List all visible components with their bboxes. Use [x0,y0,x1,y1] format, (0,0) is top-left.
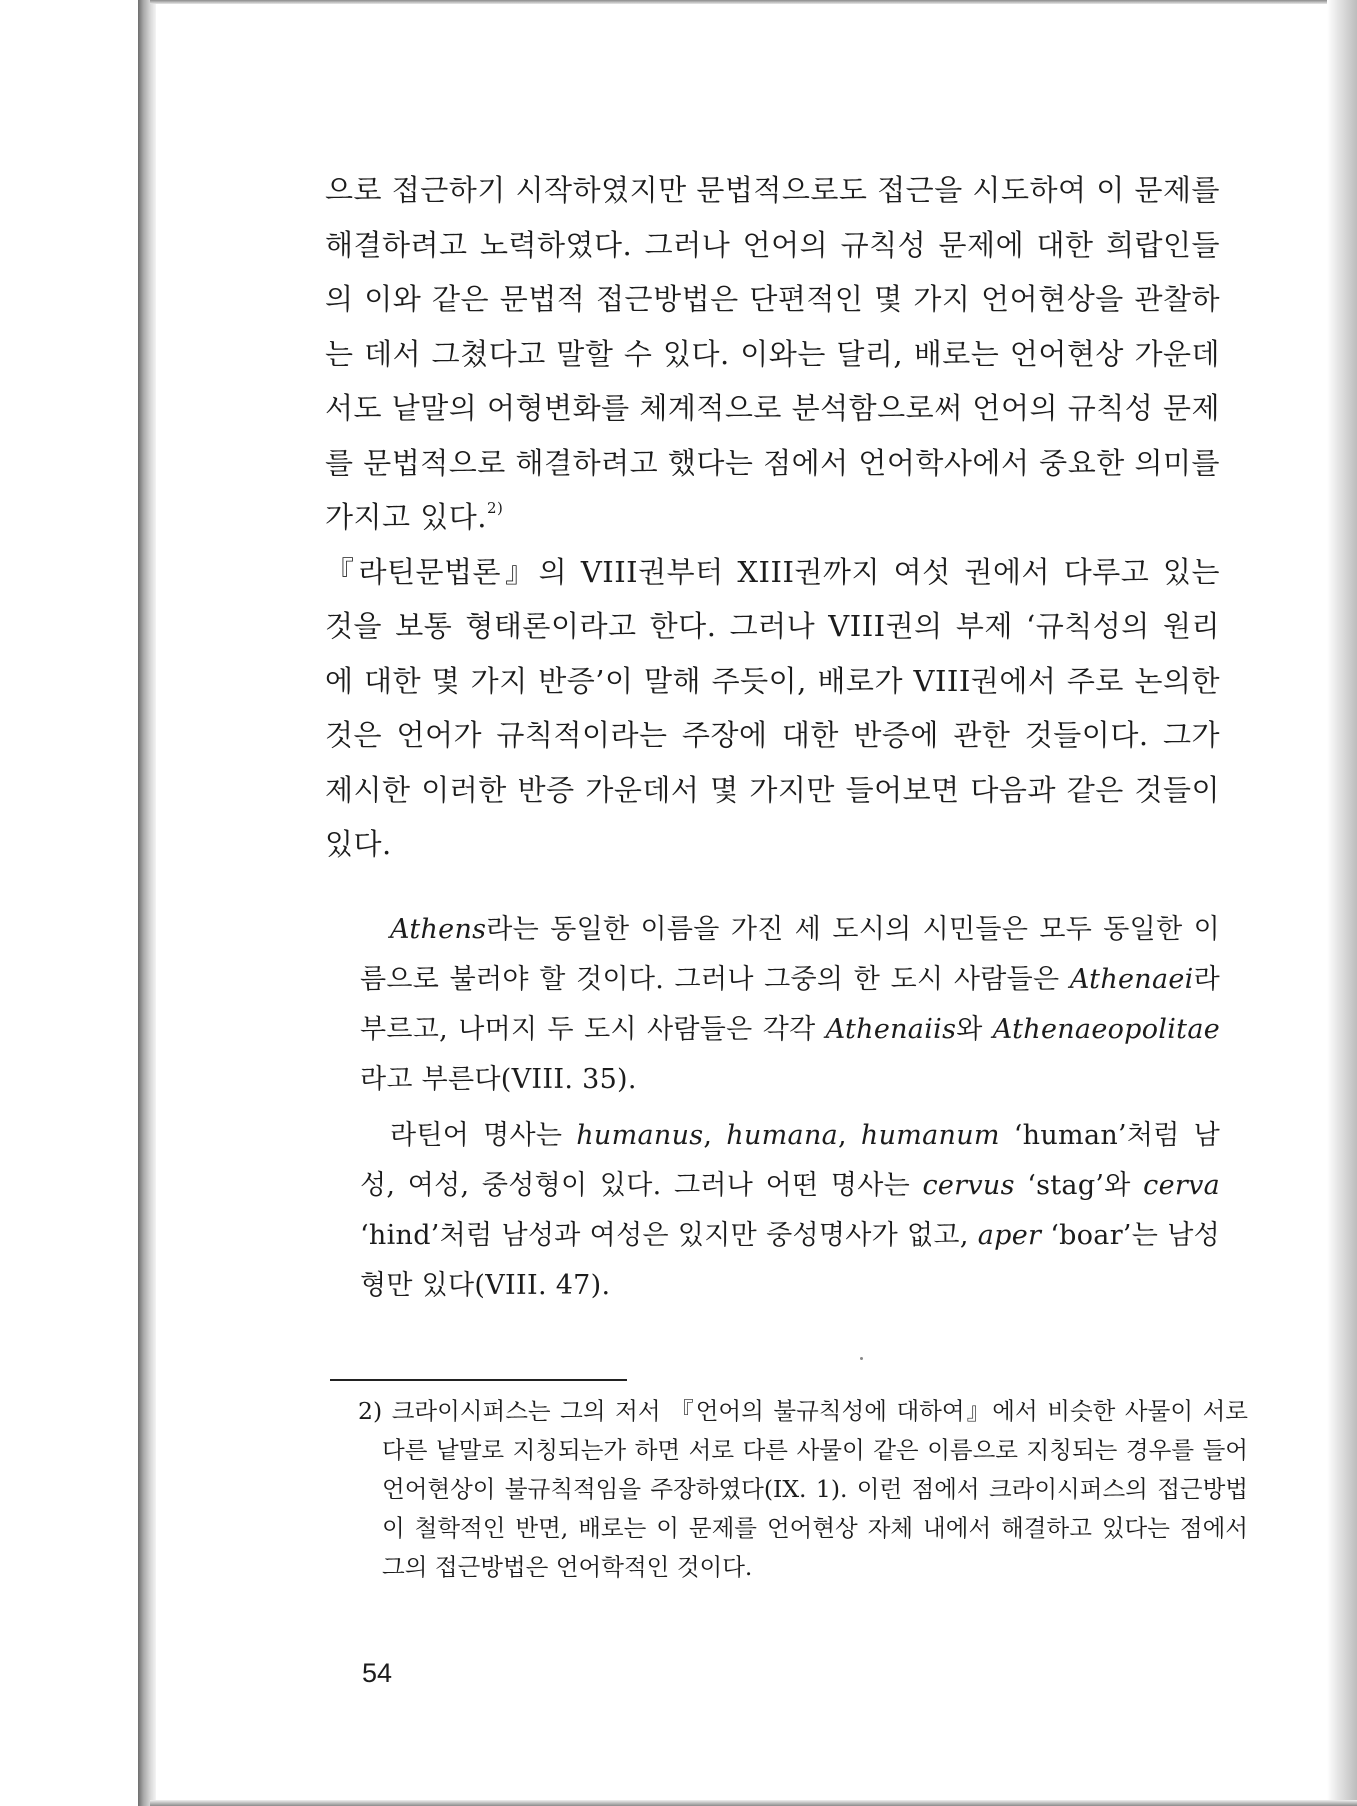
term-humanum: humanum [860,1120,1000,1151]
term-cerva: cerva [1143,1170,1221,1201]
page-bottom-edge [150,1800,1357,1806]
scan-speck [860,1357,863,1360]
term-cervus: cervus [922,1170,1015,1201]
footnote-2: 2) 크라이시퍼스는 그의 저서 『언어의 불규칙성에 대하여』에서 비슷한 사물이 서로 다른 낱말로 지칭되는가 하면 서로 다른 사물이 같은 이름으로 지칭되는 경우를 들어 언어현상이 불규칙적임을 주장하였다(IX. 1). 이런 점에서 크라이시퍼스의 접근방법이 철학적인 반면, 배로는 이 문제를 언어현상 자체 내에서 해결하고 있다는 점에서 그의 접근방법은 언어학적인 것이다. [358,1397,1248,1581]
spine-shadow [138,0,156,1806]
term-athenaeopolitae: Athenaeopolitae [992,1014,1220,1045]
footnote-divider [330,1379,627,1381]
page-number: 54 [362,1658,393,1688]
body-paragraph-1: 으로 접근하기 시작하였지만 문법적으로도 접근을 시도하여 이 문제를 해결하려고 노력하였다. 그러나 언어의 규칙성 문제에 대한 희랍인들의 이와 같은 문법적 접근방법은 단편적인 몇 가지 언어현상을 관찰하는 데서 그쳤다고 말할 수 있다. 이와는 달리, 배로는 언어현상 가운데서도 낱말의 어형변화를 체계적으로 분석함으로써 언어의 규칙성 문제를 문법적으로 해결하려고 했다는 점에서 언어학사에서 중요한 의미를 가지고 있다.$^{2)}$ [325,173,1220,534]
term-aper: aper [977,1220,1042,1251]
block-quote [360,905,1220,1311]
term-humanus: humanus [576,1120,704,1151]
page-right-edge [1327,0,1357,1806]
main-text [325,163,1220,872]
page-top-edge [150,0,1357,4]
quote-paragraph-2: 라틴어 명사는 humanus, humana, humanum ‘human’처럼 남성, 여성, 중성형이 있다. 그러나 어떤 명사는 cervus ‘stag’와 cerva ‘hind’처럼 남성과 여성은 있지만 중성명사가 없고, aper ‘boar’는 남성형만 있다(VIII. 47). [360,1120,1221,1301]
term-humana: humana [726,1120,839,1151]
term-athenaei: Athenaei [1069,964,1194,995]
body-paragraph-2: 『라틴문법론』의 VIII권부터 XIII권까지 여섯 권에서 다루고 있는 것을 보통 형태론이라고 한다. 그러나 VIII권의 부제 ‘규칙성의 원리에 대한 몇 가지 반증’이 말해 주듯이, 배로가 VIII권에서 주로 논의한 것은 언어가 규칙적이라는 주장에 대한 반증에 관한 것들이다. 그가 제시한 이러한 반증 가운데서 몇 가지만 들어보면 다음과 같은 것들이 있다. [325,554,1220,861]
term-athens: Athens [390,914,487,945]
term-athenaiis: Athenaiis [825,1014,957,1045]
quote-paragraph-1: Athens라는 동일한 이름을 가진 세 도시의 시민들은 모두 동일한 이름으로 불러야 할 것이다. 그러나 그중의 한 도시 사람들은 Athenaei라 부르고, 나머지 두 도시 사람들은 각각 Athenaiis와 Athenaeopolitae라고 부른다(VIII. 35). [360,914,1220,1095]
footnote-reference[interactable]: 2) [487,499,504,517]
